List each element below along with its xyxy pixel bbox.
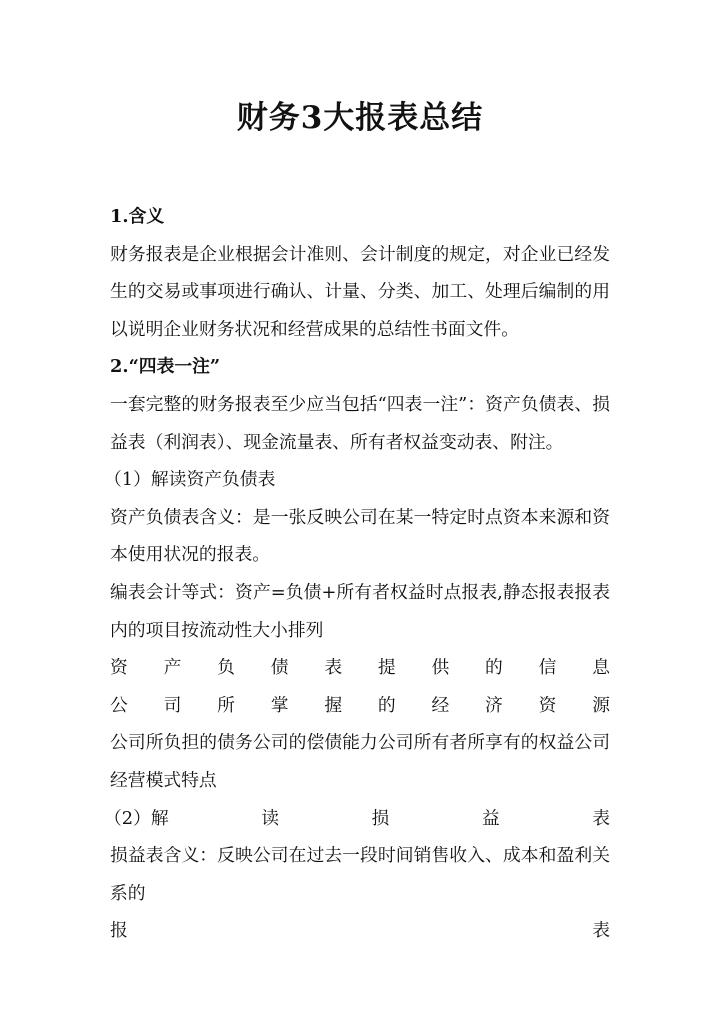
subheading-income-statement xyxy=(104,800,610,838)
spread-token: 产 xyxy=(163,657,182,679)
spread-token: 资 xyxy=(538,694,557,716)
document-body xyxy=(104,198,610,950)
spread-token: 源 xyxy=(592,694,610,716)
spread-token: 债 xyxy=(270,657,289,679)
spread-token: 公 xyxy=(110,694,128,716)
spread-line-report xyxy=(110,912,610,950)
section-heading-four-statements: 2.“四表一注” xyxy=(110,356,221,378)
spread-line-info-provided xyxy=(110,649,610,687)
spread-token: 息 xyxy=(592,657,610,679)
subheading-balance-sheet: （1）解读资产负债表 xyxy=(104,469,276,491)
section-heading-meaning: 1.含义 xyxy=(110,206,165,227)
spread-token: 益 xyxy=(481,807,500,829)
document-title: 财务3大报表总结 xyxy=(236,100,484,136)
spread-token: 掌 xyxy=(270,694,289,716)
paragraph-four-statements: 一套完整的财务报表至少应当包括“四表一注”：资产负债表、损益表（利润表）、现金流量表、所有者权益变动表、附注。 xyxy=(110,393,610,453)
spread-token: 表 xyxy=(592,807,610,829)
spread-token: 的 xyxy=(377,694,396,716)
spread-token: 的 xyxy=(485,657,503,679)
spread-token: 供 xyxy=(431,657,450,679)
spread-token: 表 xyxy=(324,657,343,679)
spread-token: 资 xyxy=(110,657,128,679)
spread-token: 报 xyxy=(110,920,128,942)
spread-line-economic-resources xyxy=(110,687,610,725)
spread-token: 所 xyxy=(217,694,235,716)
spread-token: 经 xyxy=(431,694,450,716)
spread-token: 握 xyxy=(324,694,343,716)
paragraph-balance-sheet-definition: 资产负债表含义：是一张反映公司在某一特定时点资本来源和资本使用状况的报表。 xyxy=(110,506,610,566)
paragraph-meaning: 财务报表是企业根据会计准则、会计制度的规定，对企业已经发生的交易或事项进行确认、计量、分类、加工、处理后编制的用以说明企业财务状况和经营成果的总结性书面文件。 xyxy=(110,243,610,340)
paragraph-income-statement-definition: 损益表含义：反映公司在过去一段时间销售收入、成本和盈利关系的 xyxy=(110,845,610,904)
spread-token: 司 xyxy=(163,694,182,716)
spread-token: 读 xyxy=(261,807,279,829)
paragraph-balance-sheet-info: 公司所负担的债务公司的偿债能力公司所有者所享有的权益公司经营模式特点 xyxy=(110,732,610,791)
paragraph-accounting-equation: 编表会计等式：资产=负债+所有者权益时点报表,静态报表报表内的项目按流动性大小排列 xyxy=(110,581,610,641)
spread-token: 信 xyxy=(538,657,557,679)
spread-token: 损 xyxy=(371,807,390,829)
spread-token: 负 xyxy=(217,657,235,679)
spread-token: 济 xyxy=(485,694,503,716)
spread-token: 表 xyxy=(592,920,610,942)
spread-token: 提 xyxy=(377,657,396,679)
spread-token: （2）解 xyxy=(104,807,169,829)
